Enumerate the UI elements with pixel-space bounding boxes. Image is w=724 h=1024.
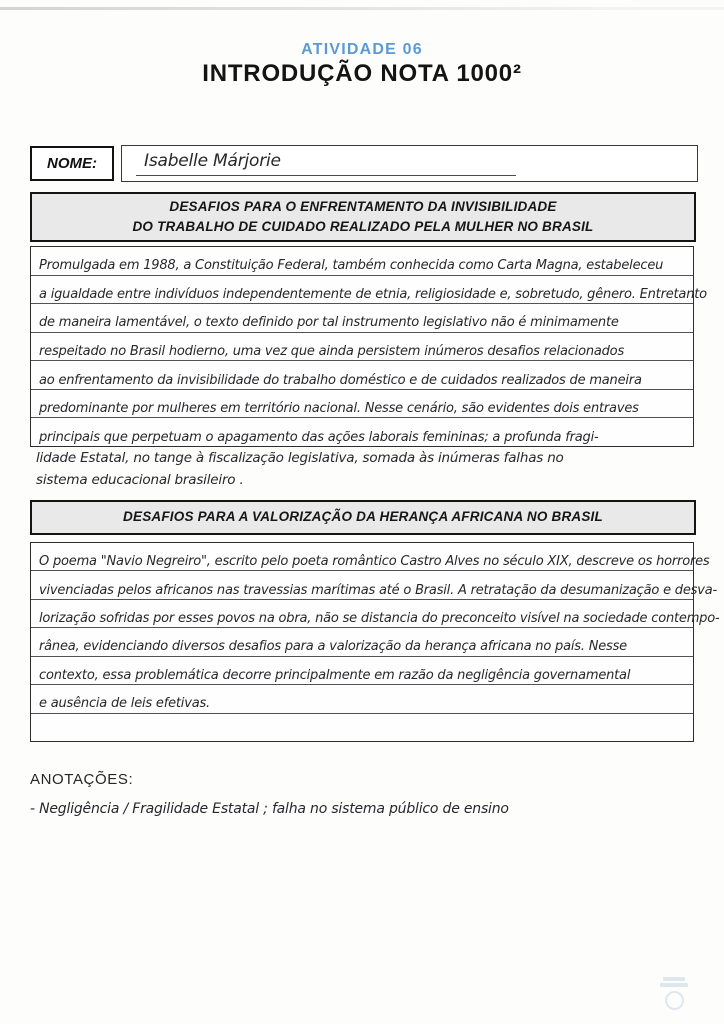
handwritten-line: ao enfrentamento da invisibilidade do trabalho doméstico e de cuidados realizados de maneira — [31, 361, 693, 390]
section-2-title — [30, 500, 696, 535]
handwritten-line: a igualdade entre indivíduos independentemente de etnia, religiosidade e, sobretudo, gênero. Entretanto — [31, 276, 693, 305]
handwritten-line: predominante por mulheres em território nacional. Nesse cenário, são evidentes dois entraves — [31, 390, 693, 419]
activity-number-heading: ATIVIDADE 06 — [301, 41, 423, 58]
handwritten-line: principais que perpetuam o apagamento das ações laborais femininas; a profunda fragi- — [39, 429, 599, 445]
name-field — [121, 145, 698, 182]
logo-text-bar — [663, 977, 685, 981]
scan-artifact-line — [0, 7, 724, 10]
handwritten-line: contexto, essa problemática decorre principalmente em razão da negligência governamental — [31, 657, 693, 685]
section-1-title-line-1: DESAFIOS PARA O ENFRENTAMENTO DA INVISIBILIDADE — [169, 198, 557, 214]
handwritten-line: e ausência de leis efetivas. — [31, 685, 693, 713]
logo-text-bar — [660, 983, 688, 987]
name-handwritten-value: Isabelle Márjorie — [144, 151, 281, 171]
annotations-handwritten-note: - Negligência / Fragilidade Estatal ; falha no sistema público de ensino — [30, 801, 509, 817]
empty-ruled-line — [31, 714, 693, 741]
handwritten-overflow-line: sistema educacional brasileiro . — [36, 472, 244, 488]
handwritten-line: O poema "Navio Negreiro", escrito pelo poeta romântico Castro Alves no século XIX, descreve os horrores — [31, 543, 693, 571]
annotations-label: ANOTAÇÕES: — [30, 771, 134, 788]
handwritten-line: Promulgada em 1988, a Constituição Federal, também conhecida como Carta Magna, estabeleceu — [31, 247, 693, 276]
section-1-title — [30, 192, 696, 242]
page-title: INTRODUÇÃO NOTA 1000² — [202, 60, 522, 87]
handwritten-line: vivenciadas pelos africanos nas travessias marítimas até o Brasil. A retratação da desumanização e desva- — [31, 571, 693, 599]
handwritten-line: lorização sofridas por esses povos na obra, não se distancia do preconceito visível na sociedade contempo- — [31, 600, 693, 628]
name-row — [30, 145, 698, 183]
handwritten-line: de maneira lamentável, o texto definido por tal instrumento legislativo não é minimamente — [31, 304, 693, 333]
section-2-writing-box — [30, 542, 720, 742]
section-2-title-line-1: DESAFIOS PARA A VALORIZAÇÃO DA HERANÇA AFRICANA NO BRASIL — [123, 509, 603, 525]
name-label: NOME: — [30, 146, 114, 181]
footer-watermark-logo-icon — [654, 975, 694, 1010]
handwritten-overflow-line: lidade Estatal, no tange à fiscalização legislativa, somada às inúmeras falhas no — [36, 450, 564, 466]
section-1-title-line-2: DO TRABALHO DE CUIDADO REALIZADO PELA MULHER NO BRASIL — [132, 219, 594, 234]
name-underline — [136, 175, 516, 176]
logo-circle-mark — [665, 991, 684, 1010]
handwritten-line: respeitado no Brasil hodierno, uma vez que ainda persistem inúmeros desafios relacionados — [31, 333, 693, 362]
section-1-writing-box — [30, 246, 707, 447]
handwritten-line: rânea, evidenciando diversos desafios para a valorização da herança africana no país. Nesse — [31, 628, 693, 656]
